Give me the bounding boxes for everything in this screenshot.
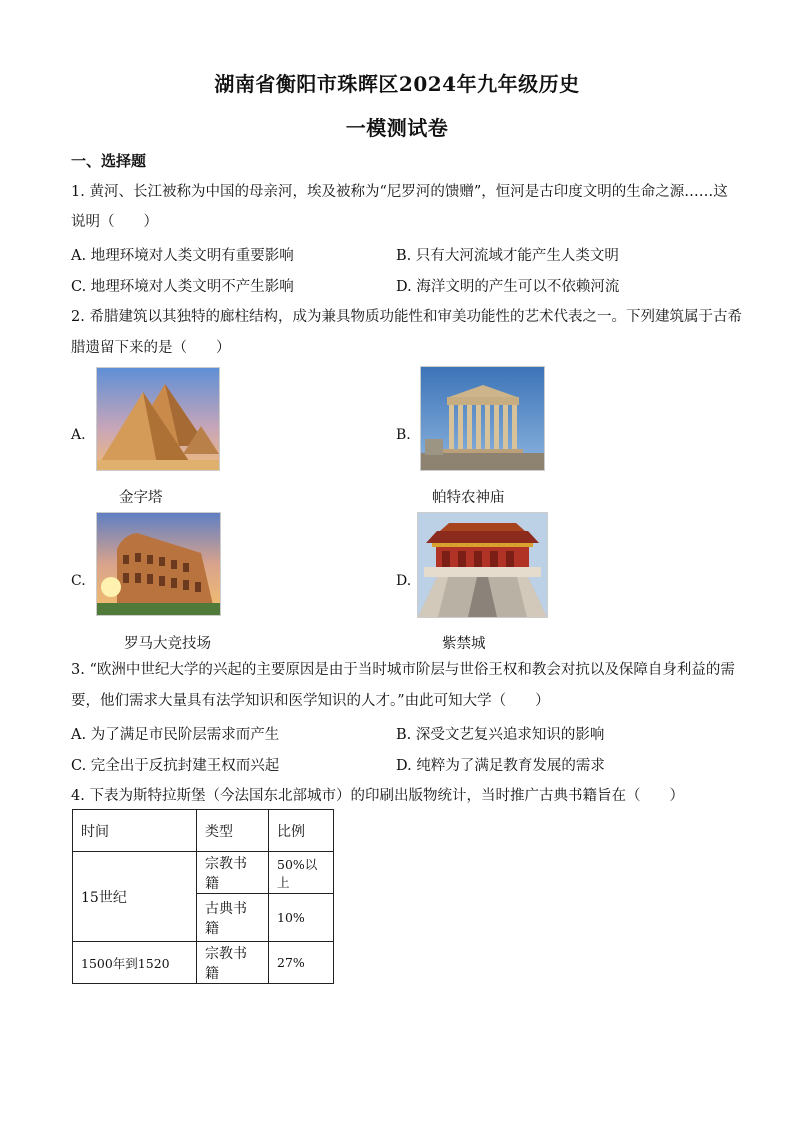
q3-option-b: B. 深受文艺复兴追求知识的影响 (396, 727, 605, 743)
q2-caption-b: 帕特农神庙 (432, 490, 505, 506)
colosseum-image (96, 512, 221, 616)
page-title: 湖南省衡阳市珠晖区2024年九年级历史 (214, 72, 580, 96)
table-cell-period: 1500年到1520 (73, 942, 197, 984)
question-2-stem-cont: 腊遗留下来的是（ ） (71, 340, 231, 356)
table-header-row (73, 810, 334, 852)
q3-option-a: A. 为了满足市民阶层需求而产生 (71, 727, 280, 743)
forbidden-city-image (417, 512, 548, 618)
q2-letter-b: B. (396, 427, 411, 443)
q2-letter-a: A. (71, 427, 86, 443)
question-2-stem: 2. 希腊建筑以其独特的廊柱结构，成为兼具物质功能性和审美功能性的艺术代表之一。下列建筑属于古希 (71, 309, 742, 325)
question-1-stem-cont: 说明（ ） (71, 214, 158, 230)
table-cell-type: 宗教书籍 (197, 942, 269, 984)
pyramid-image (96, 367, 220, 471)
q2-letter-d: D. (396, 573, 412, 589)
print-statistics-table (72, 809, 334, 984)
question-1-stem: 1. 黄河、长江被称为中国的母亲河，埃及被称为“尼罗河的馈赠”，恒河是古印度文明的生命之源……这 (71, 184, 728, 200)
table-header-period: 时间 (73, 810, 197, 852)
page-subtitle: 一模测试卷 (345, 116, 449, 140)
table-cell-ratio: 50%以上 (269, 852, 334, 894)
q1-option-c: C. 地理环境对人类文明不产生影响 (71, 279, 294, 295)
question-3-stem: 3. “欧洲中世纪大学的兴起的主要原因是由于当时城市阶层与世俗王权和教会对抗以及保障自身利益的需 (71, 662, 735, 678)
table-row (73, 852, 334, 894)
q1-option-d: D. 海洋文明的产生可以不依赖河流 (396, 279, 620, 295)
q1-option-b: B. 只有大河流域才能产生人类文明 (396, 248, 619, 264)
table-cell-period: 15世纪 (73, 852, 197, 942)
q3-option-d: D. 纯粹为了满足教育发展的需求 (396, 758, 605, 774)
q2-caption-a: 金字塔 (119, 490, 163, 506)
question-4-stem: 4. 下表为斯特拉斯堡（今法国东北部城市）的印刷出版物统计，当时推广古典书籍旨在（ ） (71, 788, 684, 804)
q2-caption-d: 紫禁城 (442, 636, 486, 652)
table-header-ratio: 比例 (269, 810, 334, 852)
table-cell-type: 宗教书籍 (197, 852, 269, 894)
table-cell-type: 古典书籍 (197, 894, 269, 942)
table-cell-ratio: 27% (269, 942, 334, 984)
table-cell-ratio: 10% (269, 894, 334, 942)
table-header-type: 类型 (197, 810, 269, 852)
q2-caption-c: 罗马大竞技场 (124, 636, 211, 652)
q3-option-c: C. 完全出于反抗封建王权而兴起 (71, 758, 280, 774)
question-3-stem-cont: 要，他们需求大量具有法学知识和医学知识的人才。”由此可知大学（ ） (71, 693, 550, 709)
section-heading: 一、选择题 (71, 152, 147, 170)
q2-letter-c: C. (71, 573, 86, 589)
table-row (73, 942, 334, 984)
q1-option-a: A. 地理环境对人类文明有重要影响 (71, 248, 294, 264)
parthenon-image (420, 366, 545, 471)
